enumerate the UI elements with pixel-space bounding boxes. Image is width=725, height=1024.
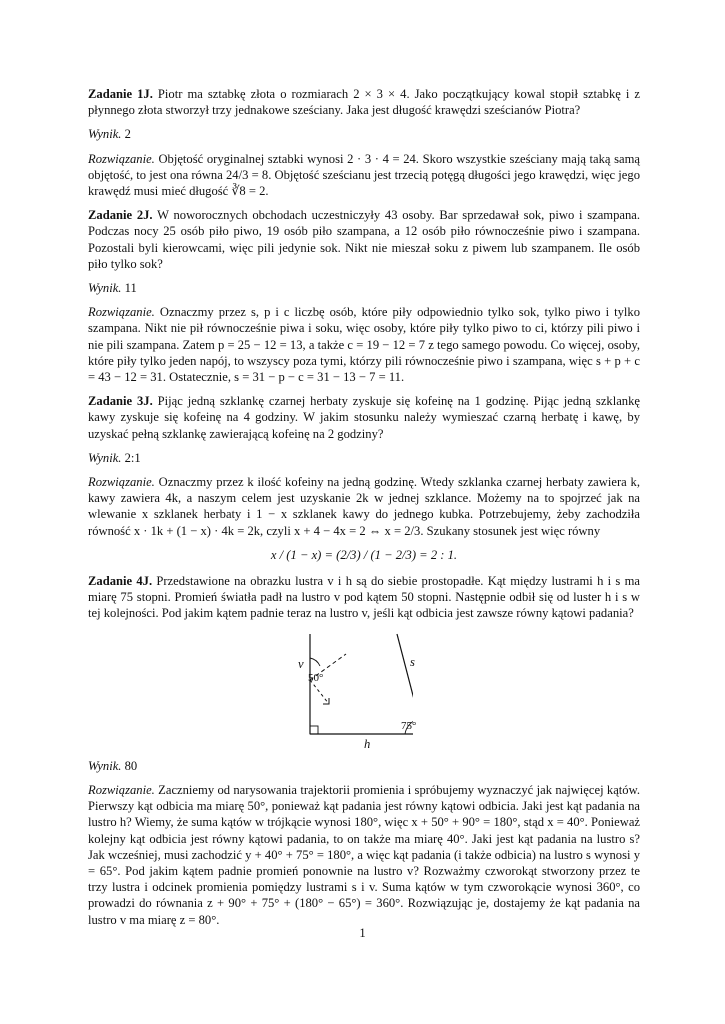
solution-label: Rozwiązanie.: [88, 151, 155, 166]
label-h: h: [364, 736, 371, 751]
problem-3-solution: [88, 474, 640, 539]
angle-arc-top: [310, 658, 320, 666]
page-number: 1: [359, 926, 366, 940]
answer-value: 80: [124, 758, 138, 773]
label-angle-right: 75°: [401, 719, 417, 732]
problem-1-text: Piotr ma sztabkę złota o rozmiarach 2 × 3 × 4. Jako początkujący kowal stopił sztabkę i z płynnego złota stworzył trzy jednakowe sześciany. Jaka jest długość krawędzi sześcianów Piotra?: [88, 87, 640, 118]
solution-text: Objętość oryginalnej sztabki wynosi 2 · 3 · 4 = 24. Skoro wszystkie sześciany mają taką samą objętość, to jest ona równa 24/3 = 8. Objętość sześcianu jest trzecią potęgą długości jego krawędzi, więc jego krawędź musi mieć długość ∛8 = 2.: [88, 151, 640, 199]
answer-label: Wynik.: [88, 758, 122, 773]
problem-2-text: W noworocznych obchodach uczestniczyły 43 osoby. Bar sprzedawał sok, piwo i szampana. Podczas nocy 25 osób piło piwo, 19 osób piło szampana, a 12 osób piło równocześnie piwo i szampana. Pozostali byli kierowcami, więc pili jedynie sok. Nikt nie mieszał soku z piwem lub szampanem. Ile osób piło tylko sok?: [88, 208, 641, 271]
solution-label: Rozwiązanie.: [88, 782, 155, 797]
document-page: [88, 86, 640, 936]
answer-label: Wynik.: [88, 281, 122, 296]
problem-4-answer: [88, 758, 640, 774]
problem-4-title: Zadanie 4J.: [88, 574, 153, 589]
right-angle-marker: [310, 726, 318, 734]
solution-label: Rozwiązanie.: [88, 305, 155, 320]
mirror-diagram: [273, 630, 413, 748]
solution-text: Oznaczmy przez k ilość kofeiny na jedną godzinę. Wtedy szklanka czarnej herbaty zawiera k, kawy zawiera 4k, a naszym celem jest uzyskanie 2k w jednej szklance. Możemy na to spojrzeć jak na wlewanie x szklanek herbaty i 1 − x szklanek kawy do jednego kubka. Potrzebujemy, żeby zachodziła równość x · 1k + (1 − x) · 4k = 2k, czyli x + 4 − 4x = 2 ⇔ x = 2/3. Szukany stosunek jest więc równy: [88, 475, 640, 538]
problem-1-solution: [88, 151, 640, 200]
problem-4-statement: [88, 573, 640, 622]
mirror-figure: [88, 630, 640, 751]
solution-label: Rozwiązanie.: [88, 475, 155, 490]
answer-label: Wynik.: [88, 450, 122, 465]
label-s: s: [410, 654, 415, 669]
answer-label: Wynik.: [88, 127, 122, 142]
problem-2-title: Zadanie 2J.: [88, 208, 153, 223]
problem-3-title: Zadanie 3J.: [88, 394, 153, 409]
problem-4-text: Przedstawione na obrazku lustra v i h są do siebie prostopadłe. Kąt między lustrami h i s ma miarę 75 stopni. Promień światła padł na lustro v pod kątem 50 stopni. Następnie odbił się od luster h i s w tej kolejności. Pod jakim kątem padnie teraz na lustro v, jeśli kąt odbicia jest zawsze równy kątowi padania?: [88, 574, 640, 621]
problem-1-answer: [88, 126, 640, 142]
answer-value: 2:1: [124, 450, 141, 465]
display-formula: [88, 547, 640, 563]
solution-text: Oznaczmy przez s, p i c liczbę osób, które piły odpowiednio tylko sok, tylko piwo i tylko szampana. Nikt nie pił równocześnie piwa i soku, więc osoby, które piły tylko piwo to ci, którzy pili piwo i nie pili szampana. Zatem p = 25 − 12 = 13, a także c = 19 − 12 = 7 z tego samego powodu. Co więcej, osoby, które piły tylko jeden napój, to wszyscy poza tymi, którzy pili równocześnie piwo i szampana, więc s + p + c = 43 − 12 = 31. Ostatecznie, s = 31 − p − c = 31 − 13 − 7 = 11.: [88, 305, 640, 385]
problem-2-statement: [88, 207, 640, 272]
problem-3-answer: [88, 450, 640, 466]
label-angle-top: 50°: [308, 671, 324, 684]
problem-3-statement: [88, 393, 640, 442]
answer-value: 11: [124, 281, 137, 296]
problem-4-solution: [88, 782, 640, 928]
formula-text: x / (1 − x) = (2/3) / (1 − 2/3) = 2 : 1.: [270, 547, 458, 562]
problem-1-statement: [88, 86, 640, 118]
solution-text: Zaczniemy od narysowania trajektorii promienia i spróbujemy wyznaczyć jak najwięcej kątów. Pierwszy kąt odbicia ma miarę 50°, ponieważ kąt padania jest równy kątowi odbicia. Jaki jest kąt padania na lustro h? Wiemy, że suma kątów w trójkącie wynosi 180°, więc x + 50° + 90° = 180°, stąd x = 40°. Ponieważ kolejny kąt odbicia jest równy kątowi padania, to on także ma miarę 40°. Jaki jest kąt padania na lustro s? Jak wcześniej, musi zachodzić y + 40° + 75° = 180°, a więc kąt padania (i także odbicia) na lustro s wynosi y = 65°. Pod jakim kątem padnie promień ponownie na lustro v? Rozważmy czworokąt stworzony przez te trzy lustra i odcinek promienia pomiędzy lustrami s i v. Suma kątów w tym czworokącie wynosi 360°, co prowadzi do równania z + 90° + 75° + (180° − 65°) = 360°. Rozwiązując je, dostajemy że kąt padania na lustro v ma miarę z = 80°.: [88, 782, 641, 927]
answer-value: 2: [124, 127, 131, 142]
problem-3-text: Pijąc jedną szklankę czarnej herbaty zyskuje się kofeinę na 1 godzinę. Pijąc jedną szklankę kawy zyskuje się kofeinę na 4 godziny. W jakim stosunku należy wymieszać czarną herbatę i kawę, by uzyskać pełną szklankę zawierającą kofeinę na 2 godziny?: [88, 394, 640, 441]
problem-2-solution: [88, 304, 640, 385]
problem-1-title: Zadanie 1J.: [88, 87, 153, 101]
label-v: v: [298, 656, 304, 671]
problem-2-answer: [88, 280, 640, 296]
